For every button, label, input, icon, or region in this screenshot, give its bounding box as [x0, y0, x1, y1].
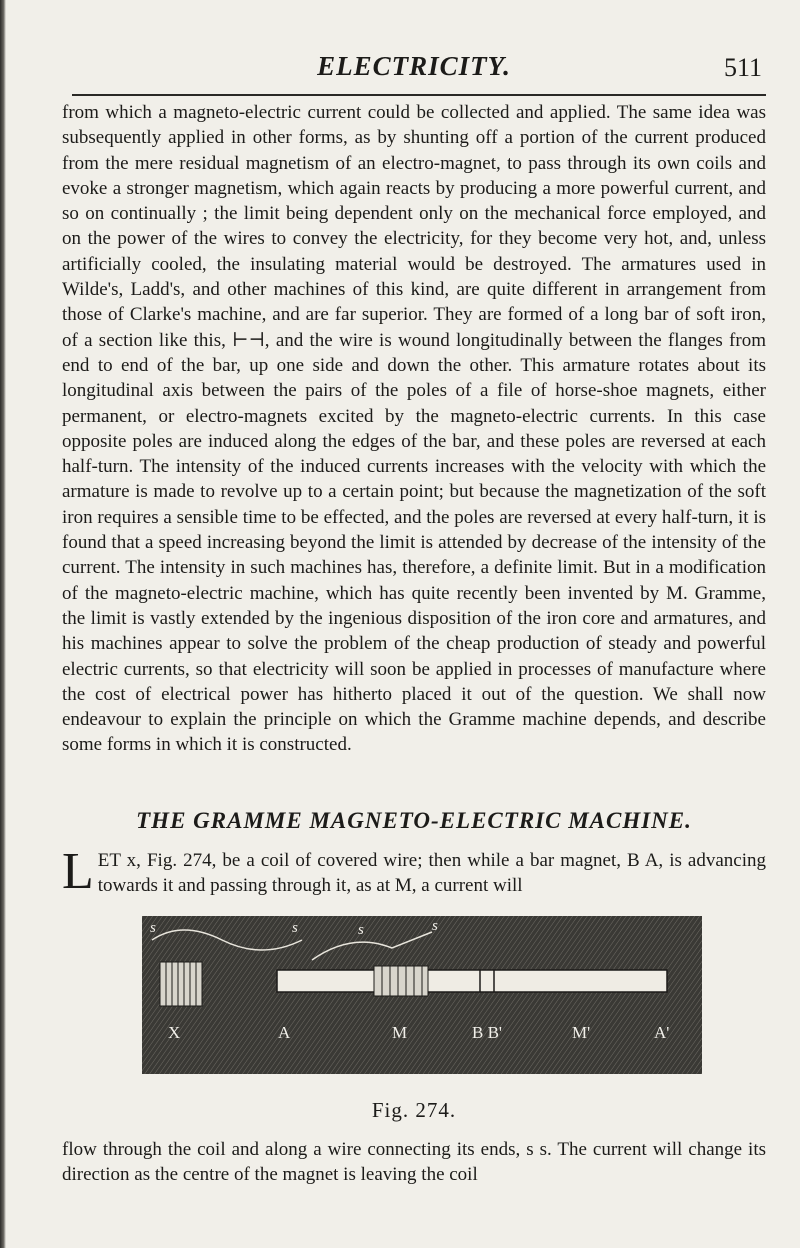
- label-x: X: [168, 1023, 181, 1042]
- label-b: B B': [472, 1023, 502, 1042]
- label-m-prime: M': [572, 1023, 591, 1042]
- figure-274: [142, 910, 702, 1080]
- book-page: [62, 0, 766, 1248]
- header-rule: [72, 94, 766, 96]
- scan-left-edge: [0, 0, 6, 1248]
- body-paragraph: from which a magneto-electric current could be collected and applied. The same idea was subsequently applied in other forms, as by shunting off a portion of the current produced from the mere residual magnetism of an electro-magnet, to pass through its own coils and evoke a stronger magnetism, which again reacts by producing a more powerful current, and so on continually ; the limit being dependent only on the mechanical force employed, and on the power of the wires to convey the electricity, for they become very hot, and, unless artificially cooled, the insulating material would be destroyed. The armatures used in Wilde's, Ladd's, and other machines of this kind, are quite different in arrangement from those of Clarke's machine, and are far superior. They are formed of a long bar of soft iron, of a section like this, ⊢⊣, and the wire is wound longitudinally between the flanges from end to end of the bar, up one side and down the other. This armature rotates about its longitudinal axis between the pairs of the poles of a file of horse-shoe magnets, either permanent, or electro-magnets excited by the magneto-electric currents. In this case opposite poles are induced along the edges of the bar, and these poles are reversed at each half-turn. The intensity of the induced currents increases with the velocity with which the armature is made to revolve up to a certain point; but because the magnetization of the soft iron requires a sensible time to be effected, and the poles are reversed at every half-turn, it is found that a speed increasing beyond the limit is attended by decrease of the intensity of the current. The intensity in such machines has, therefore, a definite limit. But in a modification of the magneto-electric machine, which has quite recently been invented by M. Gramme, the limit is vastly extended by the ingenious disposition of the iron core and armatures, and his machines appear to solve the problem of the cheap production of steady and powerful electric currents, so that electricity will soon be applied in processes of manufacture where the cost of electrical power has hitherto placed it out of the question. We shall now endeavour to explain the principle on which the Gramme machine depends, and describe some forms in which it is constructed.: [62, 102, 766, 756]
- bar-magnet: [277, 970, 667, 992]
- label-m: M: [392, 1023, 408, 1042]
- section-title: THE GRAMME MAGNETO-ELECTRIC MACHINE.: [136, 808, 692, 833]
- label-a: A: [278, 1023, 291, 1042]
- running-head: ELECTRICITY.: [317, 51, 511, 81]
- figure-274-engraving: [142, 910, 702, 1080]
- label-s-2: s: [292, 920, 298, 936]
- lead-text: ET x, Fig. 274, be a coil of covered wire; then while a bar magnet, B A, is advancing towards it and passing through it, as at M, a current will: [97, 850, 766, 896]
- coil-m: [374, 966, 428, 996]
- drop-cap: L: [62, 843, 94, 900]
- page-header: [62, 44, 766, 94]
- label-a-prime: A': [654, 1023, 670, 1042]
- page-number: 511: [723, 53, 762, 82]
- label-s-1: s: [150, 920, 156, 936]
- figure-caption: Fig. 274.: [371, 1098, 457, 1122]
- coil-x: [160, 962, 202, 1006]
- continuation-paragraph: flow through the coil and along a wire connecting its ends, s s. The current will change its direction as the centre of the magnet is leaving the coil: [62, 1139, 766, 1186]
- label-s-3: s: [358, 922, 364, 938]
- label-s-4: s: [432, 918, 438, 934]
- section-lead-paragraph: [62, 843, 766, 900]
